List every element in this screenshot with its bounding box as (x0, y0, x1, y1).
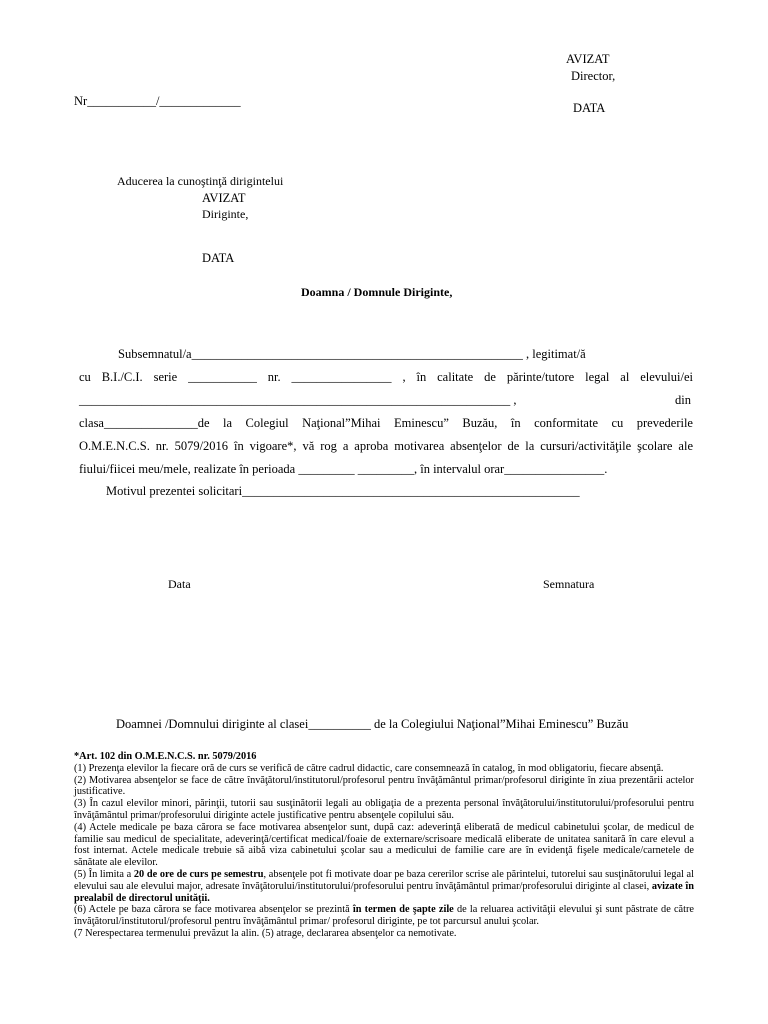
registration-number: Nr___________/_____________ (74, 94, 241, 108)
diriginte-data: DATA (202, 251, 235, 265)
diriginte-avizat: AVIZAT (202, 191, 246, 205)
salutation: Doamna / Domnule Diriginte, (301, 285, 453, 299)
body-line-omencs: O.M.E.N.C.S. nr. 5079/2016 în vigoare*, vă rog a aproba motivarea absenţelor de la cursuri/activităţile şcolare ale (79, 439, 693, 453)
note-7: (7 Nerespectarea termenului prevăzut la alin. (5) atrage, declararea absenţelor ca nemotivate. (74, 927, 457, 939)
notes-title: *Art. 102 din O.M.E.N.C.S. nr. 5079/2016 (74, 751, 257, 762)
header-director: Director, (571, 69, 616, 83)
body-line-perioada: fiului/fiicei meu/mele, realizate în perioada _________ _________, în intervalul orar________________. (79, 462, 608, 476)
note-1: (1) Prezenţa elevilor la fiecare oră de curs se verifică de către cadrul didactic, care consemnează în catalog, în mod obligatoriu, fiecare absenţă. (74, 762, 664, 774)
body-line-subsemnatul: Subsemnatul/a_____________________________________________________ , legitimat/ă (118, 347, 586, 361)
note-2: (2) Motivarea absenţelor se face de către învăţătorul/institutorul/profesorul pentru învăţământul primar/profesorul diriginte în ziua prezentării actelor justificative. (74, 774, 694, 798)
diriginte-label: Diriginte, (202, 207, 249, 221)
body-line-blank: _____________________________________________________________________ , (79, 393, 517, 407)
body-line-clasa: clasa_______________de la Colegiul Naţional”Mihai Eminescu” Buzău, în conformitate cu prevederile (79, 416, 693, 430)
legal-notes (74, 751, 694, 940)
diriginte-notice: Aducerea la cunoştinţă dirigintelui (117, 174, 284, 188)
addressee: Doamnei /Domnului diriginte al clasei__________ de la Colegiului Naţional”Mihai Eminescu” Buzău (116, 717, 629, 731)
note-6: (6) Actele pe baza cărora se face motivarea absenţelor se prezintă în termen de şapte zile de la reluarea activităţii elevului şi sunt păstrate de către învăţătorul/institutorul/profesorul pentru învăţământul primar/ profesorul diriginte, pe tot parcursul anului şcolar. (74, 904, 694, 928)
body-line-din: din (675, 393, 691, 407)
header-data: DATA (573, 101, 606, 115)
signature-semnatura: Semnatura (543, 577, 595, 591)
note-5: (5) În limita a 20 de ore de curs pe semestru, absenţele pot fi motivate doar pe baza cererilor scrise ale părintelui, tutorelui sau susţinătorului legal al elevului sau ale elevului major, adresate învăţătorului/institutorului/profesorului pentru învăţământul primar/profesorului diriginte al clasei, avizate în prealabil de directorul unităţii. (74, 868, 694, 904)
header-avizat: AVIZAT (566, 52, 610, 66)
note-3: (3) În cazul elevilor minori, părinţii, tutorii sau susţinătorii legali au obligaţia de a prezenta personal învăţătorului/institutorului/profesorului pentru învăţământul primar/profesorului diriginte actele justificative pentru absenţele copilului său. (74, 798, 694, 821)
note-4: (4) Actele medicale pe baza cărora se face motivarea absenţelor sunt, după caz: adeverinţă eliberată de medicul cabinetului şcolar, de medicul de familie sau medicul de specialitate, adeverinţă/certificat medical/foaie de externare/scrisoare medicală eliberate de unitatea sanitară în care elevul a fost internat. Actele medicale trebuie să aibă viza cabinetului şcolar sau a medicului de familie care are în evidenţă fişele medicale/carnetele de sănătate ale elevilor. (74, 821, 694, 869)
body-line-motiv: Motivul prezentei solicitari______________________________________________________ (106, 484, 580, 498)
signature-data: Data (168, 577, 191, 591)
body-line-bi: cu B.I./C.I. serie ___________ nr. ________________ , în calitate de părinte/tutore legal al elevului/ei (79, 370, 693, 384)
